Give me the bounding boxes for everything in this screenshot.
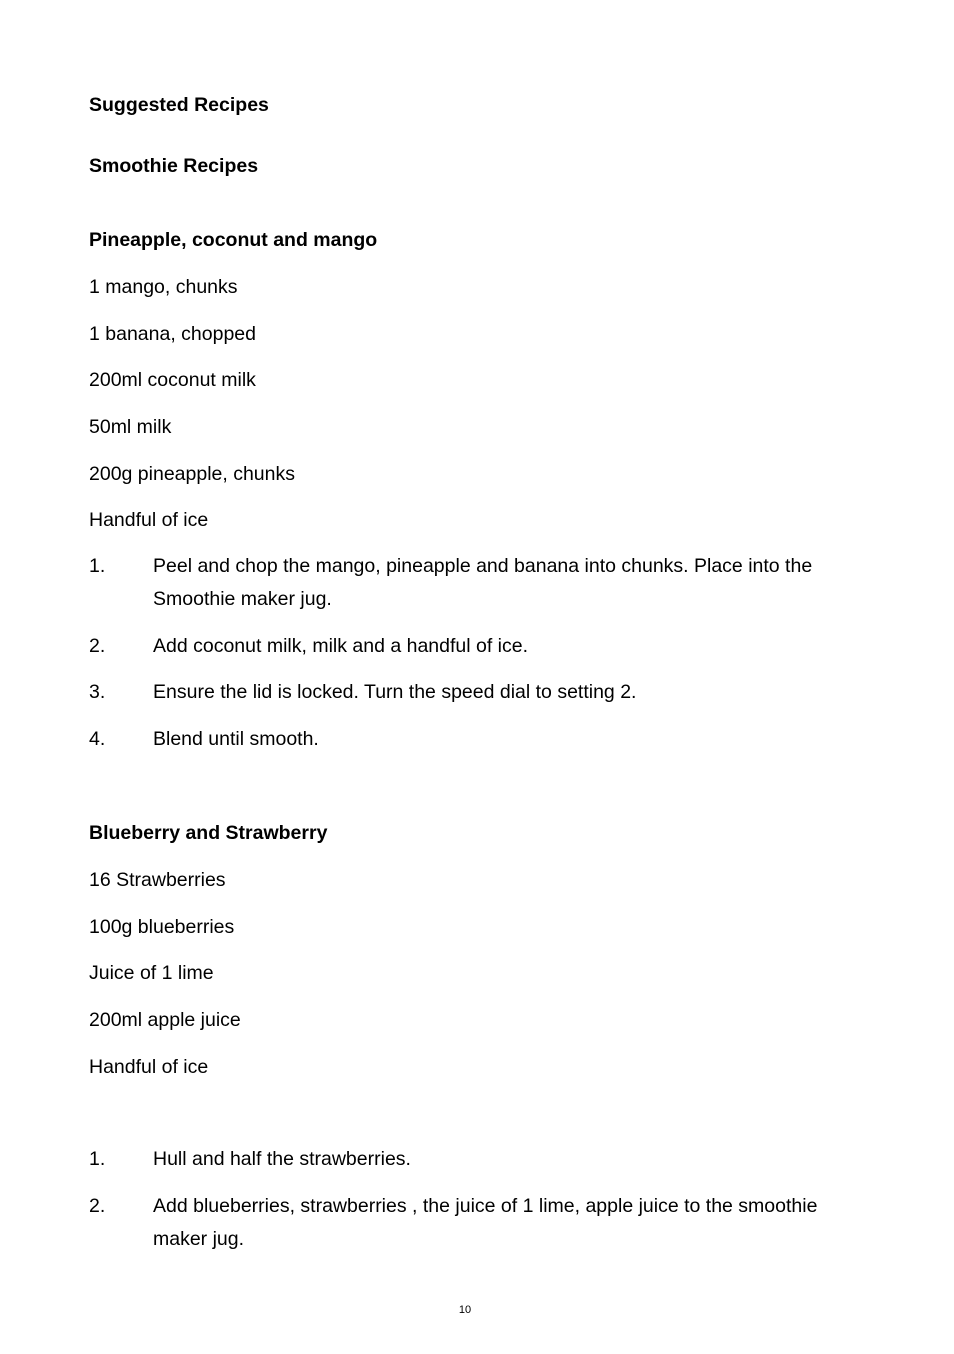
ingredient-item: 50ml milk xyxy=(89,416,172,438)
step-text: Add blueberries, strawberries , the juice of 1 lime, apple juice to the smoothie maker jug. xyxy=(153,1195,818,1250)
step-text: Hull and half the strawberries. xyxy=(153,1148,411,1170)
ingredient-item: 200ml coconut milk xyxy=(89,369,256,391)
step-text: Blend until smooth. xyxy=(153,728,319,750)
ingredient-item: 16 Strawberries xyxy=(89,869,226,891)
step-text: Peel and chop the mango, pineapple and banana into chunks. Place into the Smoothie maker jug. xyxy=(153,555,813,610)
ingredient-item: 1 mango, chunks xyxy=(89,276,238,298)
method-step xyxy=(89,1143,849,1176)
ingredient-item: Juice of 1 lime xyxy=(89,962,214,984)
method-step xyxy=(89,676,849,709)
section-heading: Smoothie Recipes xyxy=(89,155,259,177)
step-number: 2. xyxy=(89,1195,106,1217)
ingredient-item: Handful of ice xyxy=(89,1056,209,1078)
step-text: Ensure the lid is locked. Turn the speed dial to setting 2. xyxy=(153,681,637,703)
method-step xyxy=(89,1190,849,1256)
ingredient-item: Handful of ice xyxy=(89,509,209,531)
method-step xyxy=(89,630,849,663)
step-number: 4. xyxy=(89,728,106,750)
page-heading: Suggested Recipes xyxy=(89,94,269,116)
step-number: 2. xyxy=(89,635,106,657)
ingredient-item: 200ml apple juice xyxy=(89,1009,241,1031)
step-number: 1. xyxy=(89,1148,106,1170)
recipe-title: Blueberry and Strawberry xyxy=(89,822,328,844)
ingredient-item: 100g blueberries xyxy=(89,916,235,938)
step-number: 3. xyxy=(89,681,106,703)
method-step xyxy=(89,550,849,616)
ingredient-item: 200g pineapple, chunks xyxy=(89,463,295,485)
page-number: 10 xyxy=(458,1304,472,1316)
recipe-title: Pineapple, coconut and mango xyxy=(89,229,378,251)
step-number: 1. xyxy=(89,555,106,577)
ingredient-item: 1 banana, chopped xyxy=(89,323,256,345)
step-text: Add coconut milk, milk and a handful of ice. xyxy=(153,635,529,657)
method-step xyxy=(89,723,849,756)
